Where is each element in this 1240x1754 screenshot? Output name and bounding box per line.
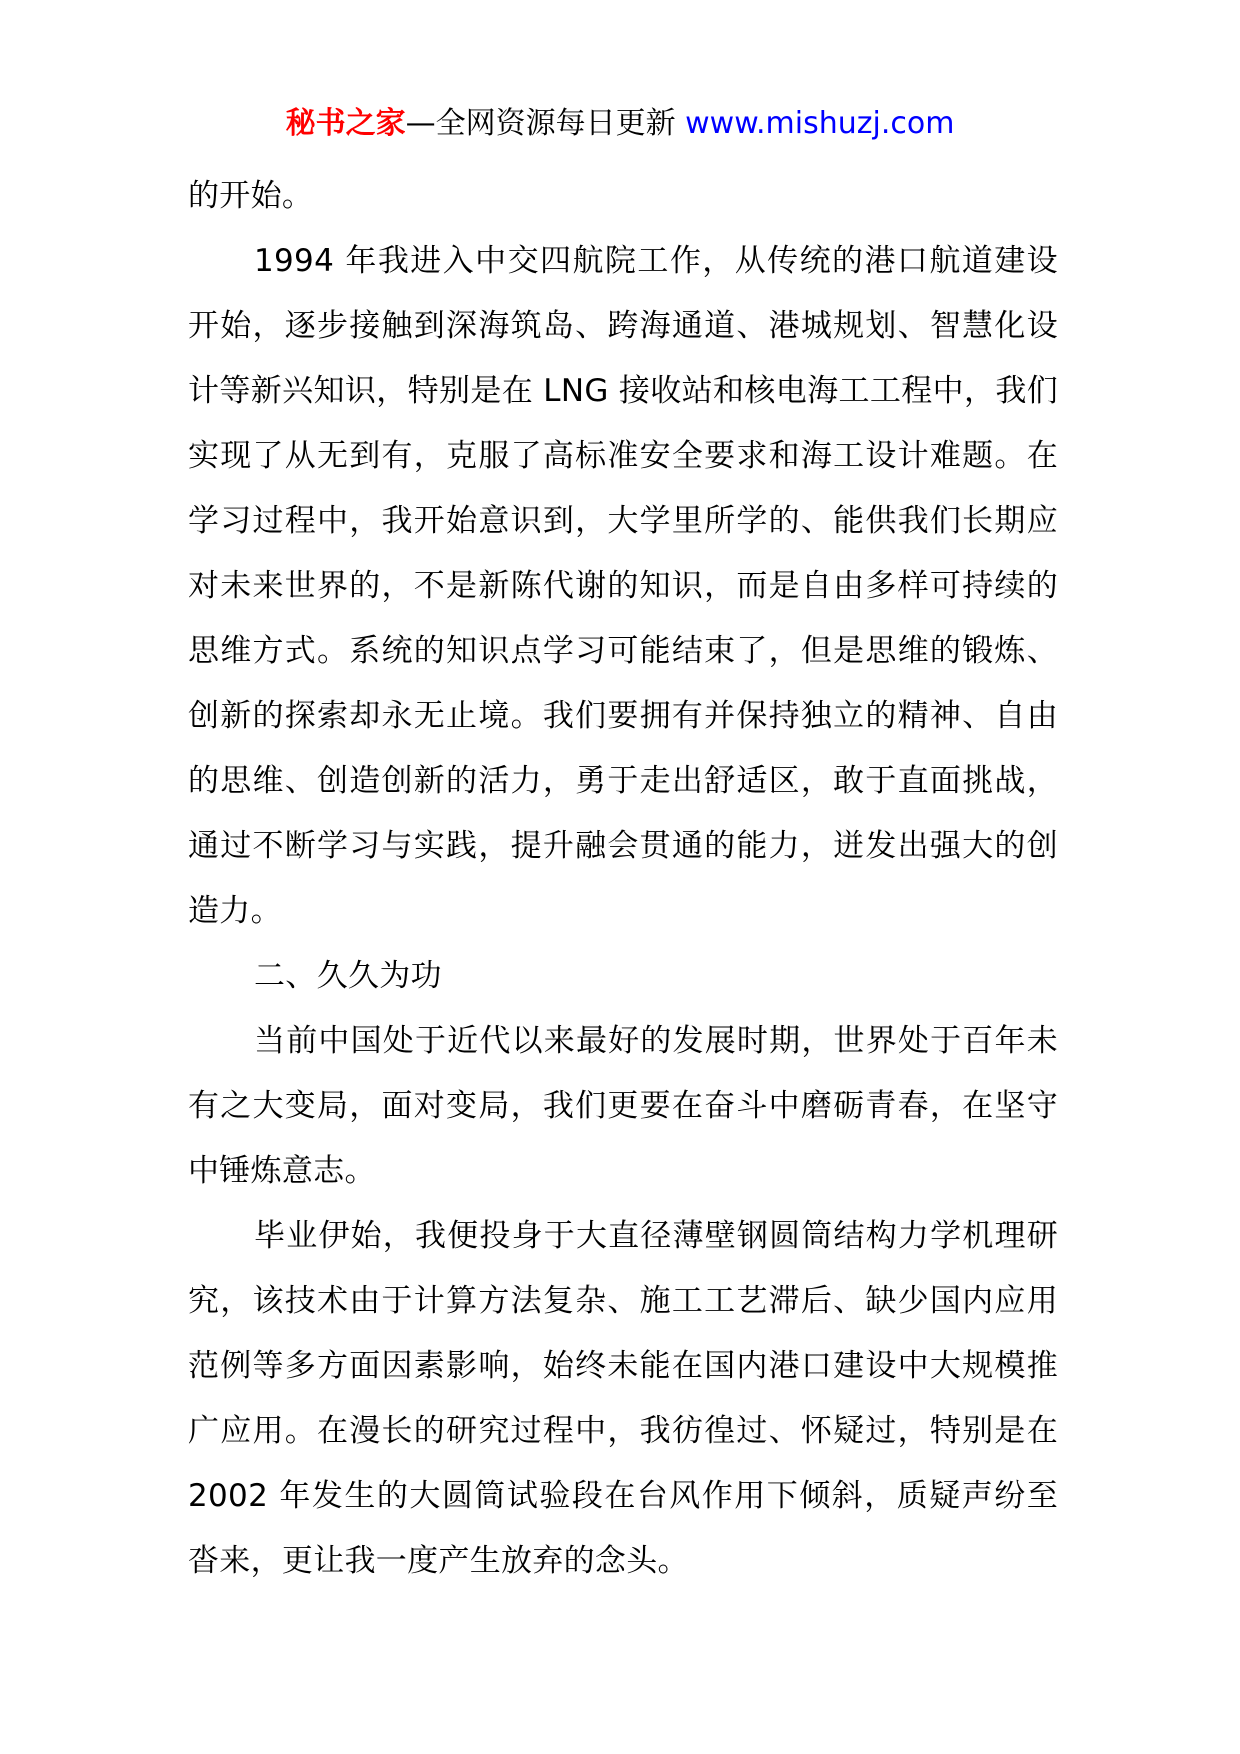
paragraph-continuation: 的开始。: [188, 178, 314, 214]
paragraph: 1994 年我进入中交四航院工作，从传统的港口航道建设开始，逐步接触到深海筑岛、跨海通道、港城规划、智慧化设计等新兴知识，特别是在 LNG 接收站和核电海工工程中，我们实现了从无到有，克服了高标准安全要求和海工设计难题。在学习过程中，我开始意识到，大学里所学的、能供我们长期应对未来世界的，不是新陈代谢的知识，而是自由多样可持续的思维方式。系统的知识点学习可能结束了，但是思维的锻炼、创新的探索却永无止境。我们要拥有并保持独立的精神、自由的思维、创造创新的活力，勇于走出舒适区，敢于直面挑战，通过不断学习与实践，提升融会贯通的能力，迸发出强大的创造力。: [188, 243, 1058, 929]
paragraph: 当前中国处于近代以来最好的发展时期，世界处于百年未有之大变局，面对变局，我们更要在奋斗中磨砺青春，在坚守中锤炼意志。: [188, 1023, 1058, 1189]
site-header: [0, 104, 1240, 144]
site-url-link[interactable]: www.mishuzj.com: [685, 106, 955, 141]
brand-name: 秘书之家: [285, 106, 406, 141]
document-body: [188, 164, 1058, 1594]
paragraph: 毕业伊始，我便投身于大直径薄壁钢圆筒结构力学机理研究，该技术由于计算方法复杂、施工工艺滞后、缺少国内应用范例等多方面因素影响，始终未能在国内港口建设中大规模推广应用。在漫长的研究过程中，我彷徨过、怀疑过，特别是在 2002 年发生的大圆筒试验段在台风作用下倾斜，质疑声纷至沓来，更让我一度产生放弃的念头。: [188, 1218, 1058, 1579]
section-heading: 二、久久为功: [254, 958, 442, 994]
header-tagline: —全网资源每日更新: [405, 106, 686, 141]
